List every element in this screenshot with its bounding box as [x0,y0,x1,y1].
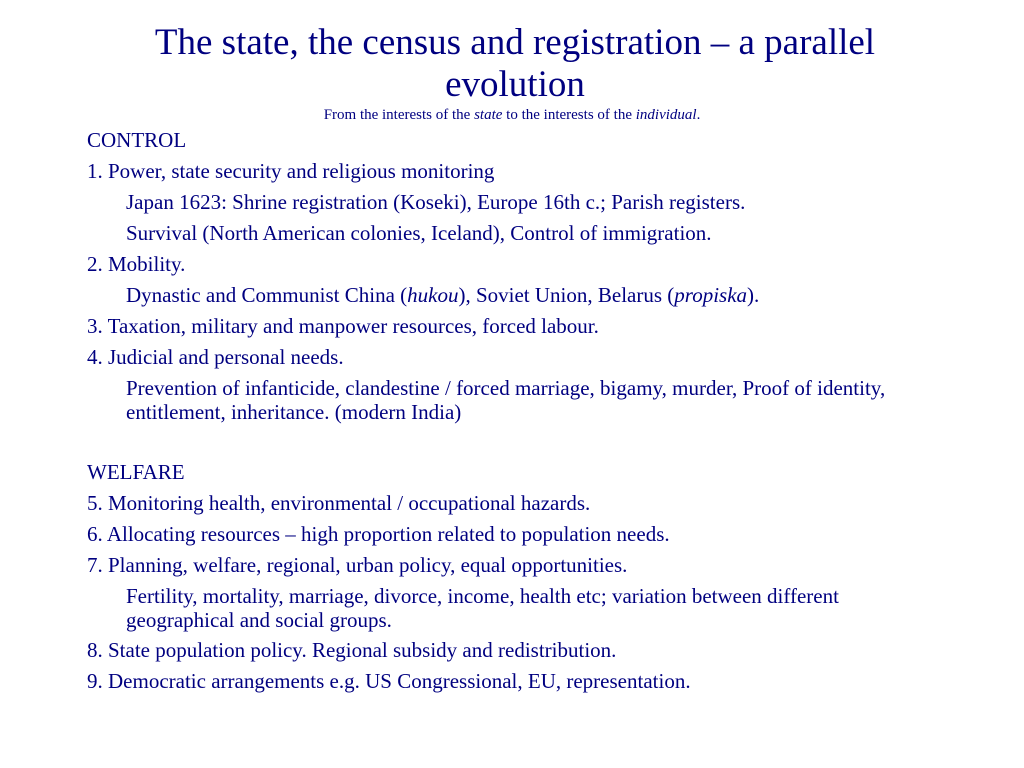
item-2-sub-italic-propiska: propiska [674,283,748,307]
subtitle-italic-individual: individual [635,107,697,123]
control-heading: CONTROL [87,128,187,152]
control-item-1-sub-2: Survival (North American colonies, Iceland), Control of immigration. [126,221,712,245]
control-item-4-sub-1: Prevention of infanticide, clandestine / forced marriage, bigamy, murder, Proof of identity, entitlement, inheritance. (modern India) [126,376,886,424]
subtitle-italic-state: state [474,107,503,123]
subtitle-part-2: to the interests of the [502,107,636,123]
welfare-item-7-sub-1: Fertility, mortality, marriage, divorce, income, health etc; variation between different geographical and social groups. [126,584,839,632]
item-2-sub-part-3: ). [747,283,760,307]
control-item-1: 1. Power, state security and religious monitoring [87,159,495,183]
welfare-item-7: 7. Planning, welfare, regional, urban policy, equal opportunities. [87,553,628,577]
item-2-sub-part-2: ), Soviet Union, Belarus ( [458,283,675,307]
welfare-item-6: 6. Allocating resources – high proportion related to population needs. [87,522,670,546]
welfare-item-9: 9. Democratic arrangements e.g. US Congressional, EU, representation. [87,669,691,693]
control-item-2: 2. Mobility. [87,252,186,276]
section-spacer [87,430,987,460]
welfare-item-8: 8. State population policy. Regional subsidy and redistribution. [87,638,617,662]
subtitle-part-1: From the interests of the [323,107,475,123]
control-item-4: 4. Judicial and personal needs. [87,345,344,369]
subtitle-part-3: . [696,107,701,123]
slide-title: The state, the census and registration – a parallel evolution [154,22,876,105]
welfare-heading: WELFARE [87,460,185,484]
item-2-sub-italic-hukou: hukou [407,283,459,307]
control-item-1-sub-1: Japan 1623: Shrine registration (Koseki), Europe 16th c.; Parish registers. [126,190,746,214]
control-item-3: 3. Taxation, military and manpower resources, forced labour. [87,314,599,338]
control-item-2-sub-1 [87,283,987,308]
item-2-sub-part-1: Dynastic and Communist China ( [126,283,408,307]
welfare-item-5: 5. Monitoring health, environmental / occupational hazards. [87,491,591,515]
slide-subtitle [0,106,1024,124]
slide-body [87,128,987,700]
